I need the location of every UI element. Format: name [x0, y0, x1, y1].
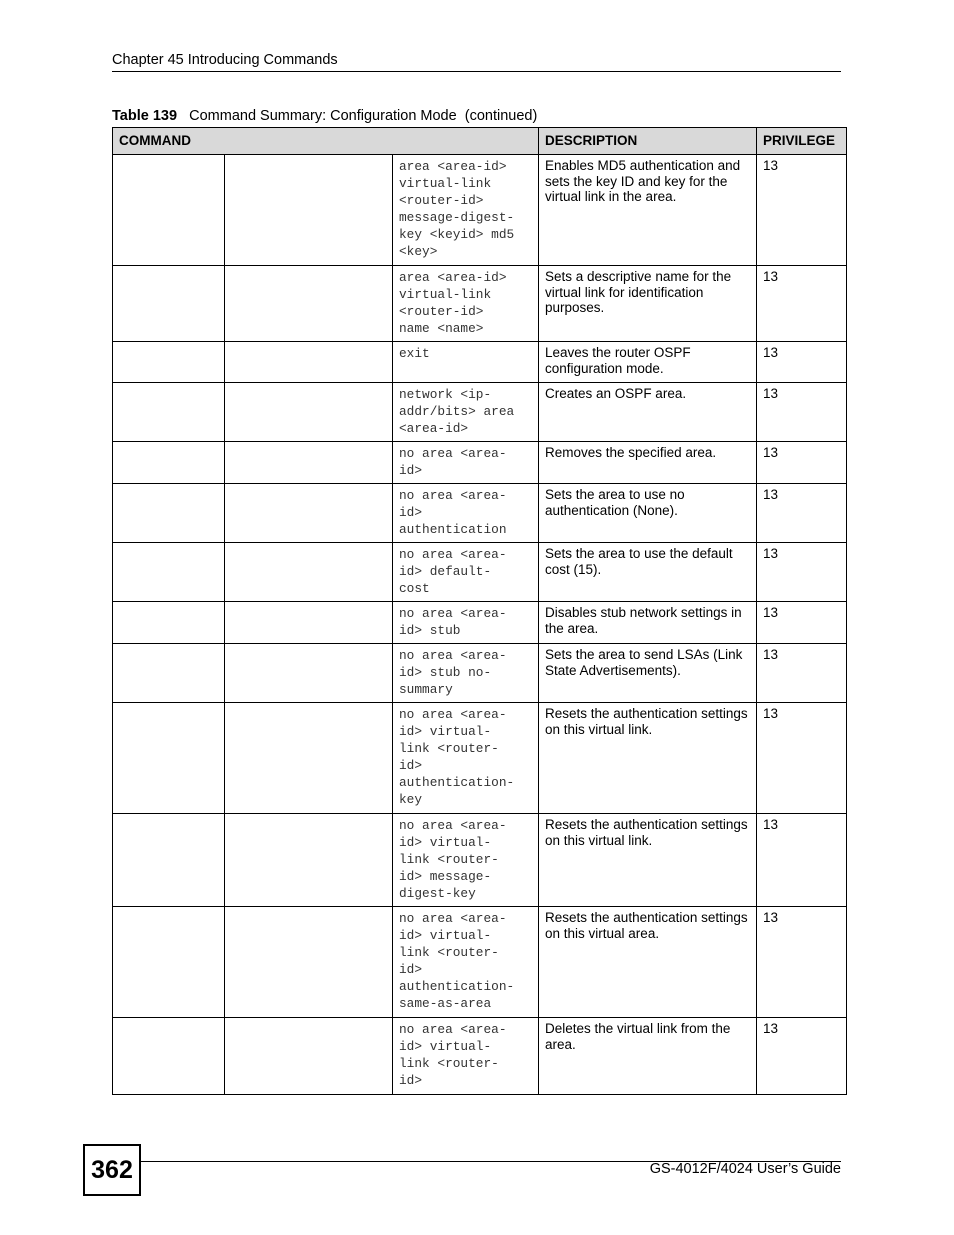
empty-cell [225, 383, 393, 442]
table-row [113, 1018, 847, 1095]
privilege-cell: 13 [757, 644, 847, 703]
table-row [113, 266, 847, 342]
guide-title: GS-4012F/4024 User’s Guide [649, 1161, 841, 1177]
privilege-cell: 13 [757, 543, 847, 602]
privilege-cell: 13 [757, 703, 847, 814]
description-cell: Sets the area to use the default cost (15). [539, 543, 757, 602]
table-row [113, 703, 847, 814]
empty-cell [113, 644, 225, 703]
empty-cell [225, 543, 393, 602]
empty-cell [225, 266, 393, 342]
table-header-row [113, 128, 847, 155]
table-row [113, 155, 847, 266]
empty-cell [113, 907, 225, 1018]
header-divider [112, 71, 841, 72]
privilege-cell: 13 [757, 814, 847, 907]
empty-cell [225, 814, 393, 907]
empty-cell [225, 1018, 393, 1095]
empty-cell [225, 342, 393, 383]
command-cell: exit [393, 342, 539, 383]
empty-cell [225, 484, 393, 543]
table-row [113, 342, 847, 383]
privilege-cell: 13 [757, 155, 847, 266]
description-cell: Enables MD5 authentication and sets the key ID and key for the virtual link in the area. [539, 155, 757, 266]
table-row [113, 442, 847, 484]
empty-cell [225, 644, 393, 703]
description-cell: Resets the authentication settings on this virtual link. [539, 814, 757, 907]
command-cell: no area <area- id> stub [393, 602, 539, 644]
privilege-cell: 13 [757, 484, 847, 543]
command-cell: no area <area- id> virtual- link <router- id> message- digest-key [393, 814, 539, 907]
privilege-cell: 13 [757, 602, 847, 644]
empty-cell [225, 155, 393, 266]
empty-cell [113, 543, 225, 602]
empty-cell [225, 602, 393, 644]
empty-cell [113, 442, 225, 484]
description-cell: Leaves the router OSPF configuration mode. [539, 342, 757, 383]
table-row [113, 644, 847, 703]
header-description: DESCRIPTION [539, 128, 757, 155]
empty-cell [225, 442, 393, 484]
table-caption-title: Command Summary: Configuration Mode (continued) [189, 108, 538, 124]
chapter-header: Chapter 45 Introducing Commands [112, 52, 338, 68]
table-row [113, 814, 847, 907]
command-cell: no area <area- id> authentication [393, 484, 539, 543]
command-cell: no area <area- id> [393, 442, 539, 484]
table-row [113, 907, 847, 1018]
empty-cell [113, 383, 225, 442]
command-summary-table [112, 127, 847, 1095]
empty-cell [113, 484, 225, 543]
command-cell: no area <area- id> virtual- link <router- id> authentication- key [393, 703, 539, 814]
command-cell: no area <area- id> default- cost [393, 543, 539, 602]
privilege-cell: 13 [757, 442, 847, 484]
privilege-cell: 13 [757, 383, 847, 442]
description-cell: Deletes the virtual link from the area. [539, 1018, 757, 1095]
table-body [113, 155, 847, 1095]
privilege-cell: 13 [757, 266, 847, 342]
empty-cell [113, 814, 225, 907]
command-cell: area <area-id> virtual-link <router-id> message-digest- key <keyid> md5 <key> [393, 155, 539, 266]
empty-cell [113, 342, 225, 383]
command-cell: area <area-id> virtual-link <router-id> name <name> [393, 266, 539, 342]
description-cell: Disables stub network settings in the area. [539, 602, 757, 644]
description-cell: Sets the area to send LSAs (Link State Advertisements). [539, 644, 757, 703]
empty-cell [113, 1018, 225, 1095]
description-cell: Creates an OSPF area. [539, 383, 757, 442]
command-cell: no area <area- id> virtual- link <router- id> [393, 1018, 539, 1095]
description-cell: Resets the authentication settings on this virtual area. [539, 907, 757, 1018]
table-row [113, 602, 847, 644]
privilege-cell: 13 [757, 1018, 847, 1095]
description-cell: Sets the area to use no authentication (None). [539, 484, 757, 543]
table-row [113, 383, 847, 442]
description-cell: Sets a descriptive name for the virtual link for identification purposes. [539, 266, 757, 342]
empty-cell [113, 703, 225, 814]
description-cell: Resets the authentication settings on this virtual link. [539, 703, 757, 814]
empty-cell [113, 155, 225, 266]
empty-cell [113, 602, 225, 644]
table-caption-label: Table 139 [112, 108, 178, 124]
privilege-cell: 13 [757, 342, 847, 383]
command-cell: network <ip- addr/bits> area <area-id> [393, 383, 539, 442]
empty-cell [225, 703, 393, 814]
command-cell: no area <area- id> stub no- summary [393, 644, 539, 703]
table-caption [112, 108, 537, 124]
empty-cell [113, 266, 225, 342]
table-row [113, 484, 847, 543]
page-number: 362 [83, 1144, 141, 1196]
description-cell: Removes the specified area. [539, 442, 757, 484]
command-cell: no area <area- id> virtual- link <router- id> authentication- same-as-area [393, 907, 539, 1018]
privilege-cell: 13 [757, 907, 847, 1018]
table-row [113, 543, 847, 602]
header-command: COMMAND [113, 128, 539, 155]
header-privilege: PRIVILEGE [757, 128, 847, 155]
empty-cell [225, 907, 393, 1018]
